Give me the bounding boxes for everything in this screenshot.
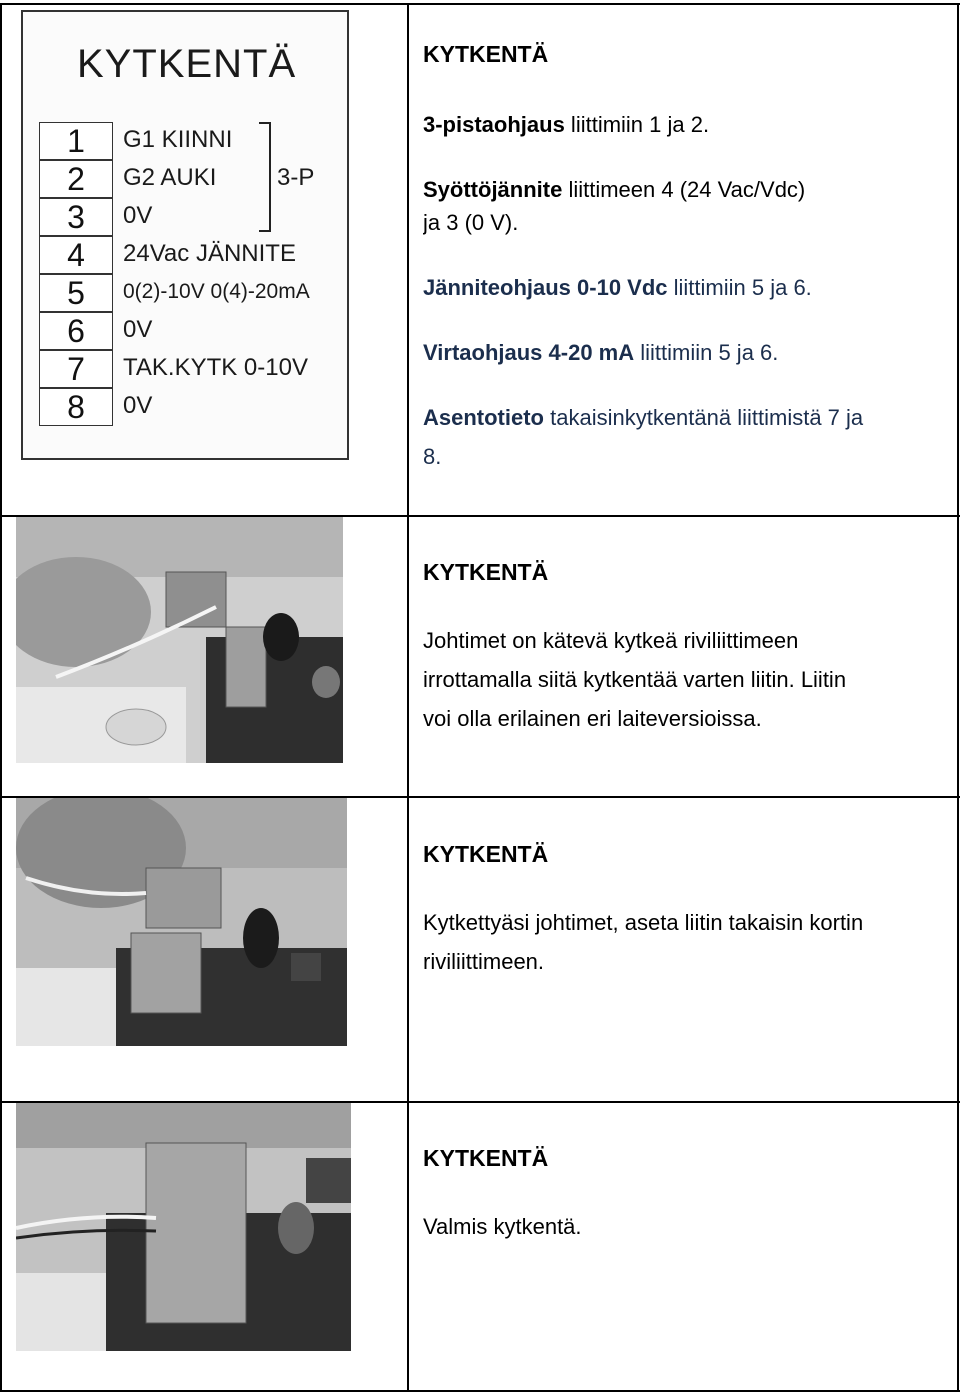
instruction-line [423, 333, 948, 372]
terminal-row [39, 274, 339, 312]
instruction-text: liittimiin 1 ja 2. [564, 112, 710, 137]
instruction-line [423, 105, 948, 144]
row4-text-cell [423, 1144, 953, 1246]
instruction-text: liittimeen 4 (24 Vac/Vdc) [562, 177, 806, 202]
terminal-label: 0V [123, 202, 153, 229]
terminal-number: 4 [39, 236, 113, 274]
instruction-text: liittimiin 5 ja 6. [667, 275, 812, 300]
connector-reinsert-photo [16, 798, 347, 1046]
instruction-line [423, 398, 948, 437]
three-point-label: 3-P [277, 164, 315, 191]
terminal-number: 3 [39, 198, 113, 236]
three-point-bracket [259, 122, 271, 232]
instruction-line [423, 268, 948, 307]
section-heading: KYTKENTÄ [423, 1145, 549, 1171]
body-line: Valmis kytkentä. [423, 1214, 582, 1239]
terminal-label: 24Vac JÄNNITE [123, 240, 296, 267]
terminal-row [39, 236, 339, 274]
terminal-label: G2 AUKI [123, 164, 217, 191]
terminal-label: 0(2)-10V 0(4)-20mA [123, 280, 310, 303]
row2-text-cell [423, 558, 953, 738]
table-border-right [957, 3, 959, 1392]
body-line: Johtimet on kätevä kytkeä riviliittimeen [423, 628, 799, 653]
connector-reinsert-illustration [16, 798, 347, 1046]
terminal-number: 5 [39, 274, 113, 312]
wiring-label-panel [21, 10, 349, 460]
wiring-label-title: KYTKENTÄ [77, 42, 297, 86]
terminal-number: 6 [39, 312, 113, 350]
instruction-line-continued: 8. [423, 444, 442, 469]
instruction-text: liittimiin 5 ja 6. [634, 340, 779, 365]
instruction-line-continued: ja 3 (0 V). [423, 210, 519, 235]
terminal-number: 1 [39, 122, 113, 160]
terminal-row [39, 388, 339, 426]
instruction-term: Jänniteohjaus 0-10 Vdc [423, 275, 668, 300]
section-heading: KYTKENTÄ [423, 841, 549, 867]
instruction-text: takaisinkytkentänä liittimistä 7 ja [544, 405, 864, 430]
body-line: irrottamalla siitä kytkentää varten liitin. Liitin [423, 667, 847, 692]
section-heading: KYTKENTÄ [423, 559, 549, 585]
finished-wiring-photo [16, 1103, 351, 1351]
body-line: Kytkettyäsi johtimet, aseta liitin takaisin kortin [423, 910, 864, 935]
table-border-bottom [0, 1390, 960, 1392]
terminal-row [39, 350, 339, 388]
terminal-number: 7 [39, 350, 113, 388]
terminal-label: TAK.KYTK 0-10V [123, 354, 308, 381]
instruction-term: Asentotieto [423, 405, 544, 430]
terminal-label: G1 KIINNI [123, 126, 233, 153]
row1-text-cell [423, 40, 948, 476]
terminal-number: 8 [39, 388, 113, 426]
instruction-term: 3-pistaohjaus [423, 112, 565, 137]
instruction-term: Virtaohjaus 4-20 mA [423, 340, 635, 365]
column-divider [407, 3, 409, 1392]
table-border-top [0, 3, 960, 5]
terminal-row [39, 122, 339, 160]
connector-removal-photo [16, 517, 343, 763]
terminal-label: 0V [123, 316, 153, 343]
body-line: riviliittimeen. [423, 949, 545, 974]
row3-text-cell [423, 840, 953, 981]
section-heading: KYTKENTÄ [423, 41, 549, 67]
terminal-row [39, 198, 339, 236]
connector-removal-illustration [16, 517, 343, 763]
terminal-row [39, 312, 339, 350]
instruction-term: Syöttöjännite [423, 177, 563, 202]
table-border-left [0, 3, 2, 1392]
terminal-number: 2 [39, 160, 113, 198]
finished-wiring-illustration [16, 1103, 351, 1351]
body-line: voi olla erilainen eri laiteversioissa. [423, 706, 762, 731]
terminal-label: 0V [123, 392, 153, 419]
